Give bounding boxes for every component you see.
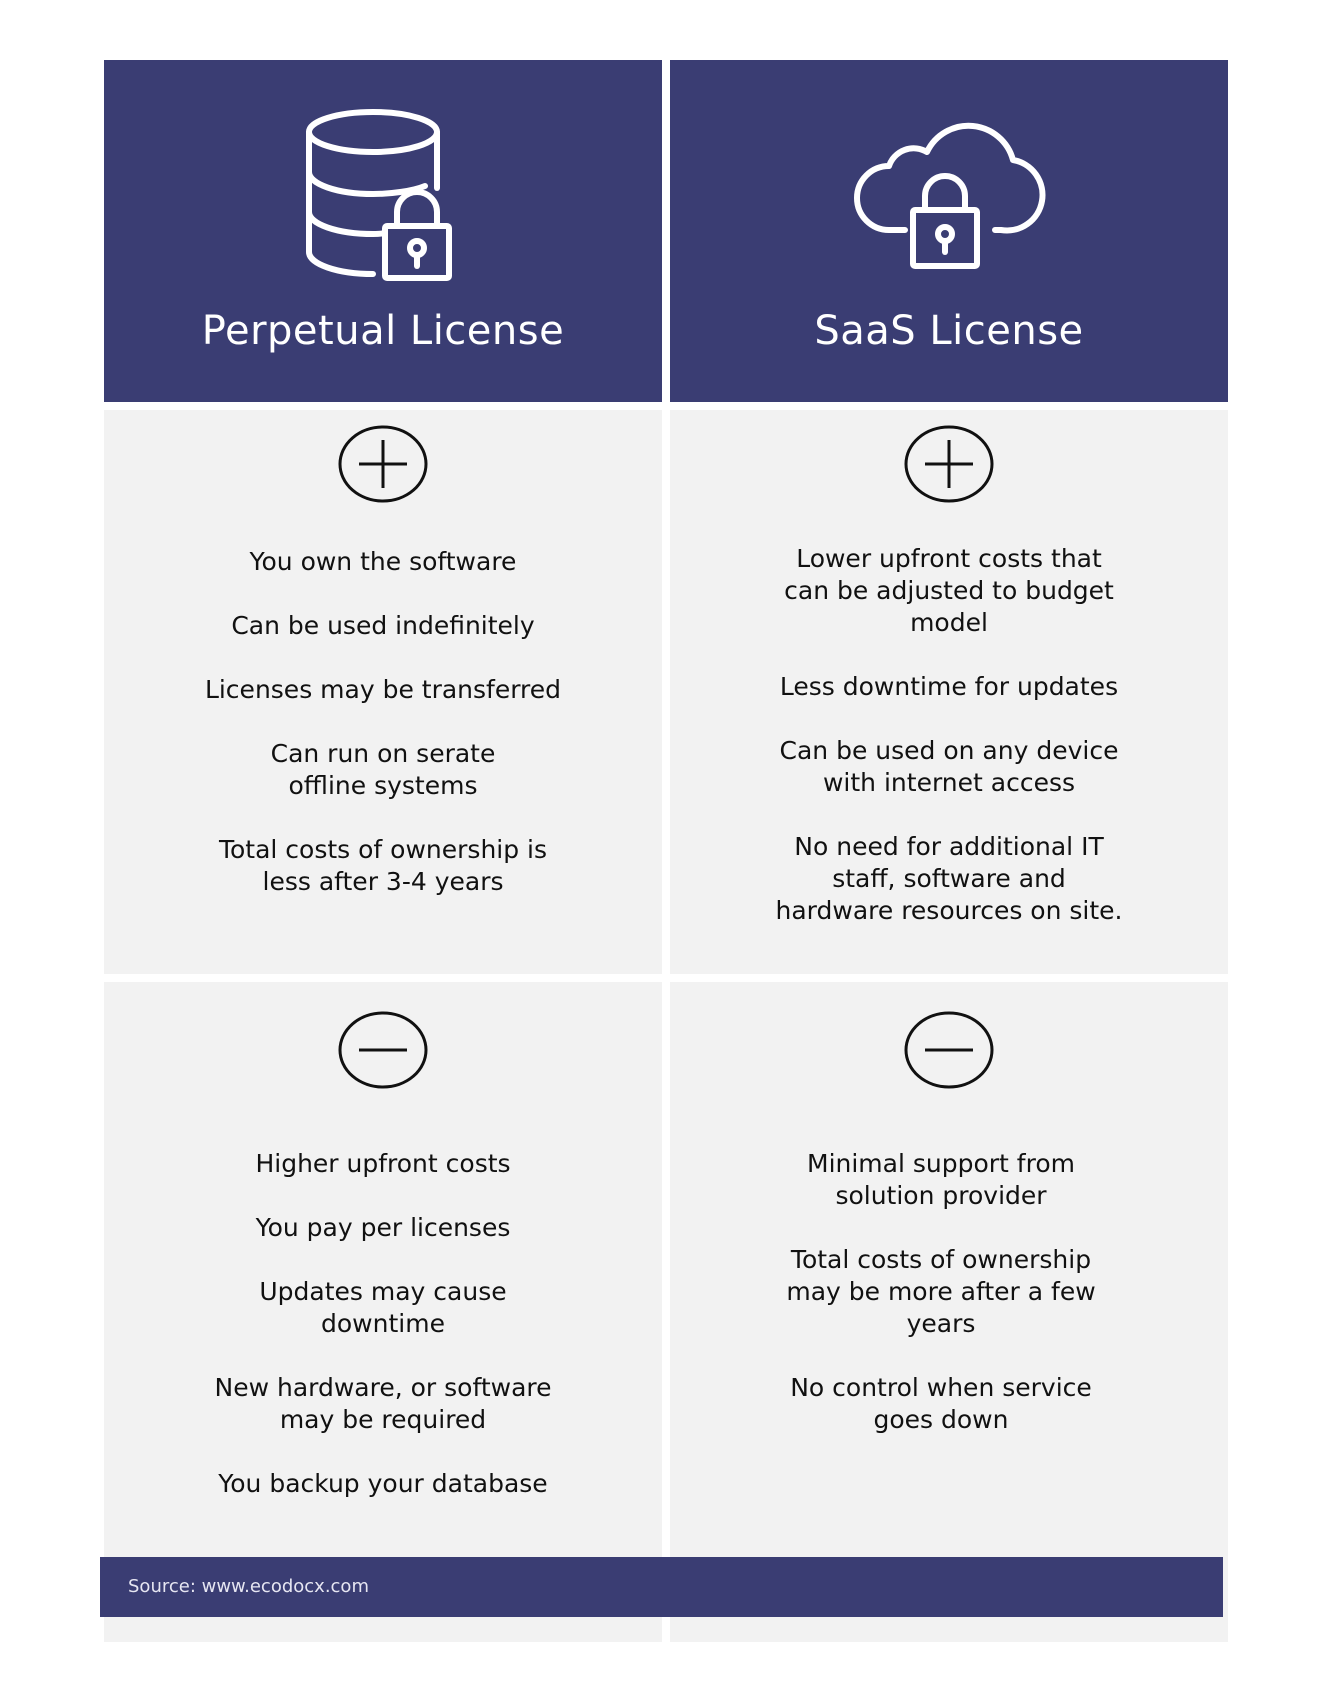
perpetual-cons-panel bbox=[104, 982, 662, 1642]
list-item: New hardware, or software may be required bbox=[214, 1373, 552, 1434]
saas-cons-panel bbox=[670, 982, 1228, 1642]
list-item: No control when service goes down bbox=[790, 1373, 1092, 1434]
database-lock-icon bbox=[303, 102, 463, 282]
minus-circle-icon bbox=[337, 1010, 429, 1090]
list-item: You pay per licenses bbox=[255, 1213, 511, 1242]
saas-license-title: SaaS License bbox=[814, 308, 1084, 354]
list-item: You backup your database bbox=[218, 1469, 548, 1498]
list-item: Total costs of ownership is less after 3-4 years bbox=[218, 835, 548, 896]
list-item: Licenses may be transferred bbox=[204, 675, 562, 704]
saas-license-header bbox=[670, 60, 1228, 402]
perpetual-cons-list bbox=[104, 1148, 662, 1532]
saas-cons-list bbox=[654, 1148, 1228, 1468]
cloud-lock-icon bbox=[849, 102, 1049, 282]
source-text: Source: www.ecodocx.com bbox=[128, 1576, 369, 1597]
plus-circle-icon bbox=[903, 424, 995, 504]
list-item: Can be used indefinitely bbox=[231, 611, 535, 640]
list-item: Can be used on any device with internet access bbox=[779, 736, 1119, 797]
minus-circle-icon bbox=[903, 1010, 995, 1090]
list-item: Less downtime for updates bbox=[779, 672, 1119, 701]
list-item: No need for additional IT staff, software and hardware resources on site. bbox=[775, 832, 1123, 925]
list-item: Lower upfront costs that can be adjusted to budget model bbox=[784, 544, 1114, 637]
perpetual-license-header bbox=[104, 60, 662, 402]
list-item: Minimal support from solution provider bbox=[807, 1149, 1075, 1210]
saas-pros-panel bbox=[670, 410, 1228, 974]
list-item: You own the software bbox=[249, 547, 517, 576]
perpetual-license-title: Perpetual License bbox=[201, 308, 565, 354]
perpetual-pros-panel bbox=[104, 410, 662, 974]
source-footer bbox=[100, 1557, 1223, 1617]
list-item: Total costs of ownership may be more after a few years bbox=[786, 1245, 1096, 1338]
plus-circle-icon bbox=[337, 424, 429, 504]
list-item: Updates may cause downtime bbox=[259, 1277, 507, 1338]
perpetual-pros-list bbox=[104, 546, 662, 930]
saas-pros-list bbox=[670, 543, 1228, 959]
list-item: Higher upfront costs bbox=[255, 1149, 511, 1178]
list-item: Can run on serate offline systems bbox=[270, 739, 496, 800]
